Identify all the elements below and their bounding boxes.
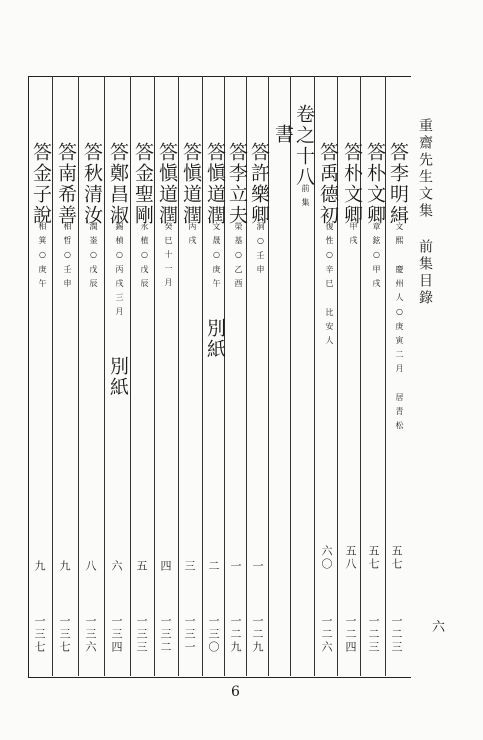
entry-title: 答朴文卿 xyxy=(364,142,386,226)
column-rule xyxy=(104,76,105,676)
entry-page-alt: 一二三 xyxy=(367,615,380,654)
running-header: 重齋先生文集 前集目錄 xyxy=(417,118,433,307)
entry-title: 答秋清汝 xyxy=(81,142,103,226)
entry-title: 答朴文卿 xyxy=(341,142,363,226)
bie-zhi-label: 別紙 xyxy=(204,318,226,360)
column-rule xyxy=(78,76,79,676)
volume-title: 卷之十八 xyxy=(293,104,315,188)
entry-page-alt: 一二九 xyxy=(229,615,242,654)
entry-note: 榮基○乙酉 xyxy=(234,222,243,293)
entry-page-alt: 一三六 xyxy=(84,615,97,654)
entry-page-alt: 一二九 xyxy=(251,615,264,654)
entry-page-alt: 一三四 xyxy=(110,615,123,654)
entry-page: 九 xyxy=(58,560,71,573)
entry-page-alt: 一二四 xyxy=(344,615,357,654)
entry-page: 四 xyxy=(159,560,172,573)
entry-note: 復性○辛巳 比安人 xyxy=(325,222,334,350)
entry-page: 六 xyxy=(110,560,123,573)
entry-title: 答愼道潤 xyxy=(180,142,202,226)
column-rule xyxy=(154,76,155,676)
entry-page-alt: 一三〇 xyxy=(207,615,220,654)
entry-page: 六〇 xyxy=(320,545,333,571)
entry-note: 文晟○庚午 xyxy=(212,222,221,293)
entry-title: 答李明緝 xyxy=(387,142,409,226)
entry-page: 五八 xyxy=(344,545,357,571)
entry-page-alt: 一二三 xyxy=(390,615,403,654)
entry-title: 答李立夫 xyxy=(226,142,248,226)
entry-note: 潤崟○戊辰 xyxy=(89,222,98,293)
entry-page: 五七 xyxy=(367,545,380,571)
entry-page: 五七 xyxy=(390,545,403,571)
entry-page-alt: 一三三 xyxy=(135,615,148,654)
entry-page: 二 xyxy=(207,560,220,573)
entry-note: 章鉉○甲戌 xyxy=(372,222,381,293)
entry-page-alt: 一三七 xyxy=(58,615,71,654)
entry-title: 答南希善 xyxy=(55,142,77,226)
entry-page-alt: 一三七 xyxy=(33,615,46,654)
entry-note: 永植○戊辰 xyxy=(140,222,149,293)
entry-note: 丙戌 xyxy=(188,222,197,250)
entry-note: 甲戌 xyxy=(349,222,358,250)
entry-page: 九 xyxy=(33,560,46,573)
folio: 六 xyxy=(432,620,446,635)
entry-page: 八 xyxy=(84,560,97,573)
entry-page-alt: 一三一 xyxy=(183,615,196,654)
entry-page: 五 xyxy=(135,560,148,573)
entry-title: 答愼道潤 xyxy=(156,142,178,226)
entry-title: 答愼道潤 xyxy=(204,142,226,226)
entry-note: 洞○壬申 xyxy=(256,222,265,279)
bie-zhi-label: 別紙 xyxy=(107,356,129,398)
volume-note: 前集 xyxy=(301,184,310,212)
entry-note: 相箕○庚午 xyxy=(38,222,47,293)
entry-title: 答金聖剛 xyxy=(132,142,154,226)
entry-page: 三 xyxy=(183,560,196,573)
column-rule xyxy=(178,76,179,676)
section-heading: 書 xyxy=(272,124,294,145)
column-rule xyxy=(52,76,53,676)
entry-page-alt: 一三二 xyxy=(159,615,172,654)
entry-title: 答禹德初 xyxy=(317,142,339,226)
entry-note: 錫楨○丙戌三月 xyxy=(115,222,124,321)
entry-note: 癸巳十一月 xyxy=(164,222,173,292)
entry-note: 相哲○壬申 xyxy=(63,222,72,293)
entry-title: 答鄭昌淑 xyxy=(107,142,129,226)
entry-title: 答金子說 xyxy=(30,142,52,226)
entry-title: 答許樂卿 xyxy=(248,142,270,226)
column-rule xyxy=(202,76,203,676)
page-number: 6 xyxy=(231,684,240,700)
entry-note: 文熙 慶州人○庚寅二月 居青松 xyxy=(395,222,404,435)
column-rule xyxy=(130,76,131,676)
column-rule xyxy=(290,76,291,676)
entry-page: 一 xyxy=(229,560,242,573)
entry-page: 一 xyxy=(251,560,264,573)
entry-page-alt: 一二六 xyxy=(320,615,333,654)
